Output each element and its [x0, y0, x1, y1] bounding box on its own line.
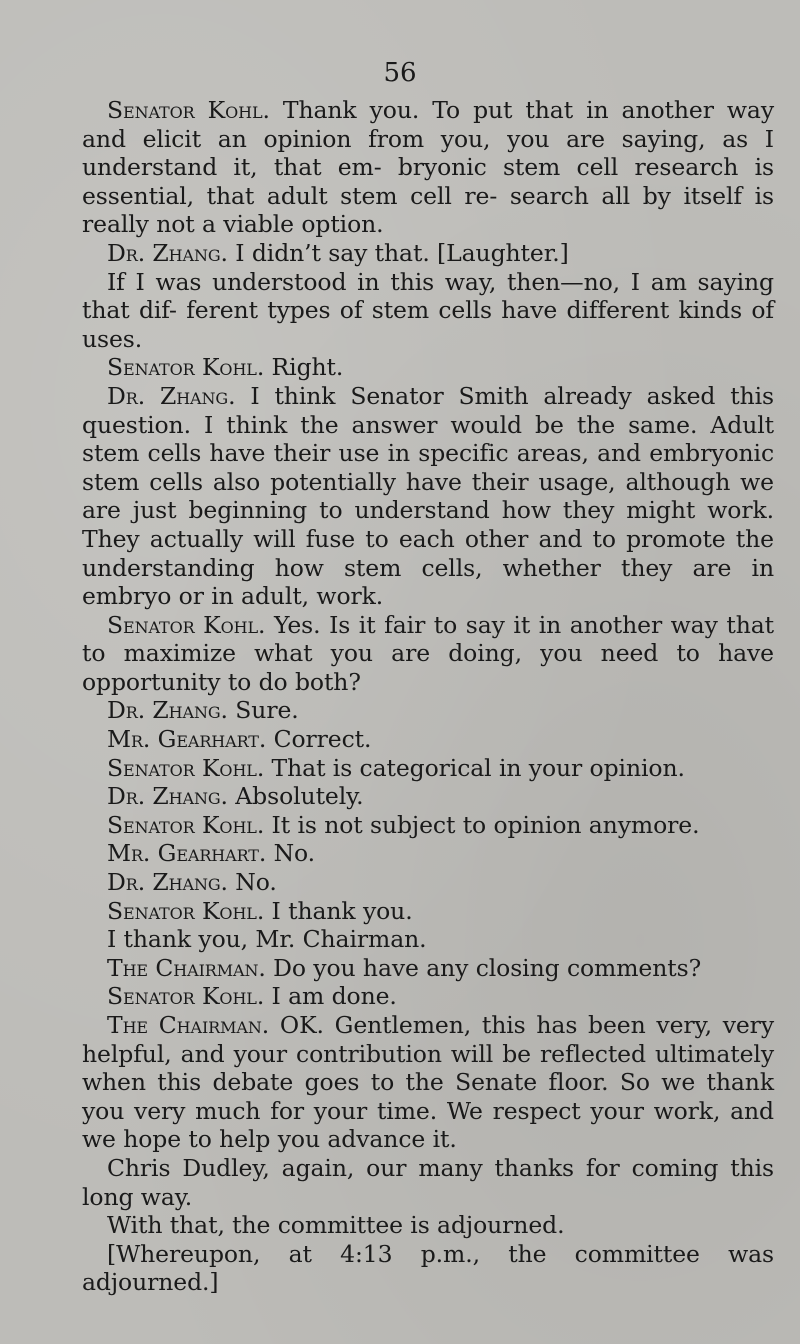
transcript-paragraph: [82, 754, 774, 783]
transcript-paragraph: [82, 839, 774, 868]
statement-text: I thank you.: [264, 896, 413, 925]
transcript-paragraph: [82, 96, 774, 239]
speaker-name: Senator Kohl.: [107, 810, 265, 839]
statement-text: With that, the committee is adjourned.: [107, 1211, 565, 1240]
statement-text: It is not subject to opinion anymore.: [264, 810, 700, 839]
page-number: 56: [383, 58, 417, 88]
statement-text: Yes. Is it fair to say it in another way that to maximize what you are doing, you need to have opportunity to do both?: [82, 610, 774, 696]
transcript-paragraph: [82, 925, 774, 954]
transcript-paragraph: [82, 239, 774, 268]
statement-text: I didn’t say that. [Laughter.]: [227, 238, 569, 267]
speaker-name: Senator Kohl.: [107, 96, 270, 124]
speaker-name: Dr. Zhang.: [107, 238, 228, 267]
transcript-paragraph: [82, 268, 774, 354]
transcript-paragraph: [82, 1011, 774, 1154]
transcript-paragraph: [82, 897, 774, 926]
statement-text: I am done.: [264, 982, 397, 1011]
statement-text: Chris Dudley, again, our many thanks for coming this long way.: [82, 1153, 774, 1211]
transcript-paragraph: [82, 811, 774, 840]
statement-text: Correct.: [266, 725, 372, 754]
statement-text: No.: [266, 839, 316, 868]
transcript-paragraph: [82, 382, 774, 611]
transcript-paragraph: [82, 982, 774, 1011]
speaker-name: Senator Kohl.: [107, 896, 265, 925]
speaker-name: Senator Kohl.: [107, 982, 265, 1011]
transcript-paragraph: [82, 1240, 774, 1297]
transcript-paragraph: [82, 954, 774, 983]
transcript-paragraph: [82, 725, 774, 754]
speaker-name: Dr. Zhang.: [107, 782, 228, 811]
statement-text: Right.: [264, 353, 344, 382]
statement-text: Thank you. To put that in another way and elicit an opinion from you, you are saying, as I understand it, that em- bryonic stem cell research is essential, that adult stem cell re- search all by itself is really not a viable option.: [82, 96, 774, 239]
speaker-name: Dr. Zhang.: [107, 381, 236, 410]
statement-text: If I was understood in this way, then—no, I am saying that dif- ferent types of stem cells have different kinds of uses.: [82, 267, 774, 353]
statement-text: No.: [227, 868, 277, 897]
statement-text: I thank you, Mr. Chairman.: [107, 925, 427, 954]
statement-text: That is categorical in your opinion.: [264, 753, 685, 782]
speaker-name: Dr. Zhang.: [107, 868, 228, 897]
transcript-paragraph: [82, 782, 774, 811]
speaker-name: The Chairman.: [107, 953, 266, 982]
statement-text: Do you have any closing comments?: [265, 953, 702, 982]
speaker-name: Senator Kohl.: [107, 610, 266, 639]
statement-text: Sure.: [227, 696, 299, 725]
speaker-name: Dr. Zhang.: [107, 696, 228, 725]
transcript-paragraph: [82, 1154, 774, 1211]
speaker-name: Senator Kohl.: [107, 753, 265, 782]
statement-text: OK. Gentlemen, this has been very, very helpful, and your contribution will be reflected ultimately when this debate goes to the Senate floor. So we thank you very much for your time. We respect your work, and we hope to help you advance it.: [82, 1011, 774, 1154]
speaker-name: Mr. Gearhart.: [107, 839, 267, 868]
statement-text: [Whereupon, at 4:13 p.m., the committee was adjourned.]: [82, 1239, 774, 1297]
speaker-name: Senator Kohl.: [107, 353, 265, 382]
transcript-paragraph: [82, 611, 774, 697]
speaker-name: The Chairman.: [107, 1011, 270, 1039]
hearing-transcript: [82, 96, 774, 1297]
transcript-paragraph: [82, 1211, 774, 1240]
statement-text: I think Senator Smith already asked this question. I think the answer would be the same. Adult stem cells have their use in specific areas, and embryonic stem cells also potentially have their usage, although we are just beginning to understand how they might work. They actually will fuse to each other and to promote the understanding how stem cells, whether they are in embryo or in adult, work.: [82, 381, 774, 611]
statement-text: Absolutely.: [227, 782, 364, 811]
transcript-paragraph: [82, 696, 774, 725]
transcript-paragraph: [82, 868, 774, 897]
transcript-paragraph: [82, 353, 774, 382]
speaker-name: Mr. Gearhart.: [107, 725, 267, 754]
